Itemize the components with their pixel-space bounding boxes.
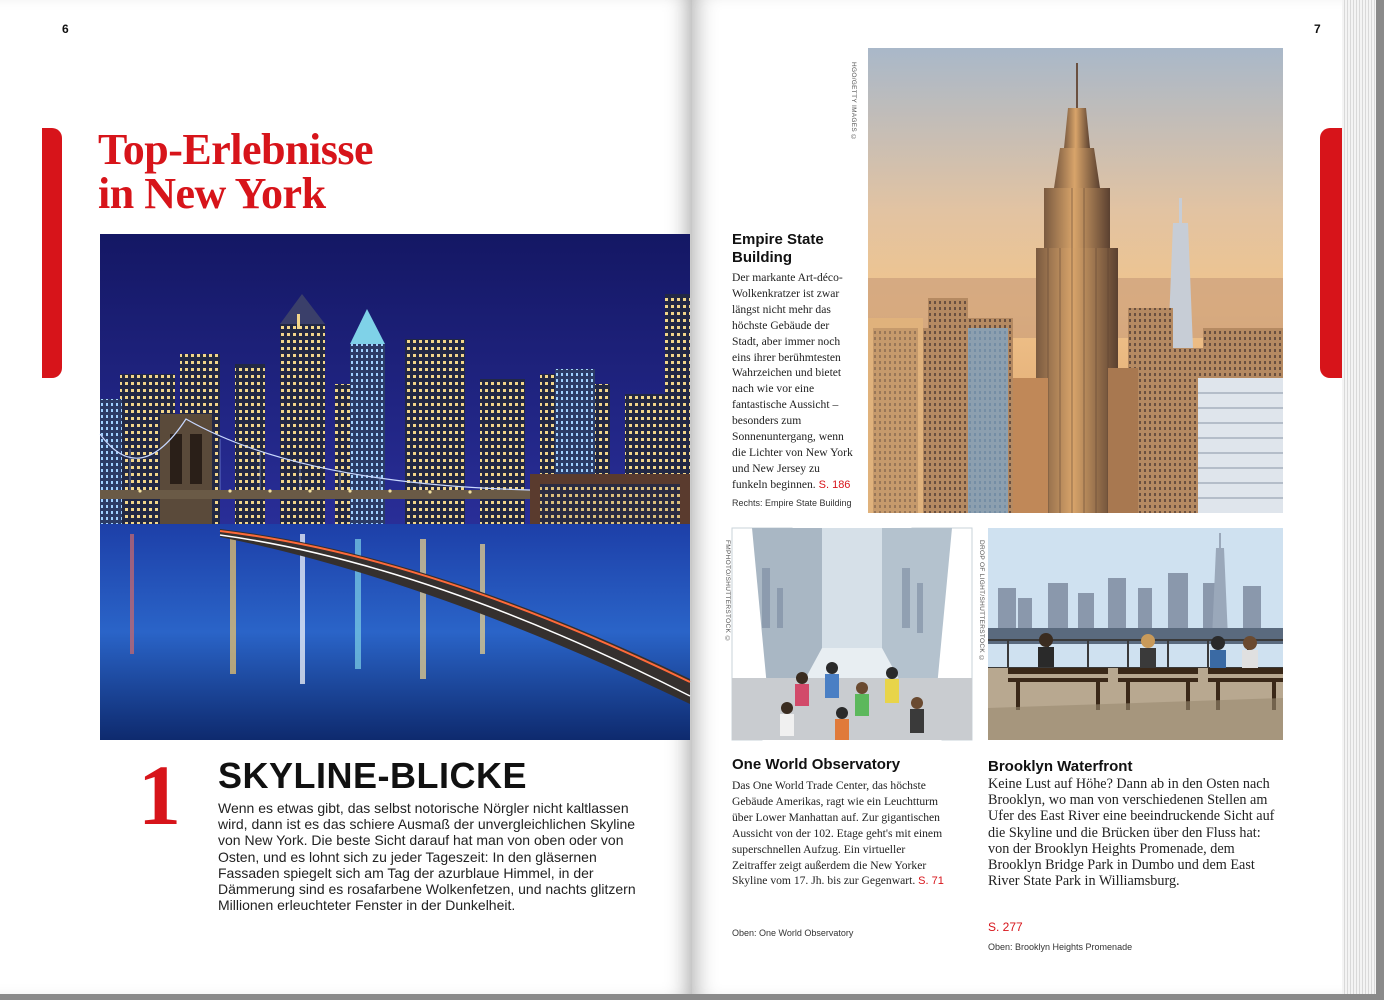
brooklyn-photo — [988, 528, 1283, 740]
chapter-tab-right — [1320, 128, 1342, 378]
title-line-2: in New York — [98, 169, 326, 218]
empire-state-photo — [868, 48, 1283, 513]
observatory-body — [732, 778, 944, 890]
page-number-left: 6 — [62, 22, 69, 36]
observatory-body-text: Das One World Trade Center, das höchste Gebäude Amerikas, ragt wie ein Leuchtturm über Lower Manhattan auf. Zur gigantischen Aussicht von der 102. Etage geht's mit einem superschnellen Aufzug. Ein virtueller Zeitraffer zeigt außerdem die New Yorker Skyline vom 17. Jh. bis zur Gegenwart. — [732, 779, 943, 888]
empire-body-text: Der markante Art-déco-Wolkenkratzer ist zwar längst nicht mehr das höchste Gebäude der Stadt, aber immer noch eins ihrer berühmtesten Wahrzeichen und bietet nach wie vor eine fantastische Aussicht – besonders zum Sonnenuntergang, wenn die Lichter von New York und New Jersey zu funkeln beginnen. — [732, 271, 853, 491]
brooklyn-page-ref: S. 277 — [988, 920, 1023, 934]
title-line-1: Top-Erlebnisse — [98, 125, 374, 174]
photo-credit-empire: HGO/GETTY IMAGES © — [850, 62, 857, 142]
empire-body — [732, 270, 854, 494]
section-heading: SKYLINE-BLICKE — [218, 755, 528, 796]
photo-credit-observatory: FMPHOTO/SHUTTERSTOCK © — [724, 540, 731, 643]
skyline-night-photo — [100, 234, 690, 740]
section-body-text: Wenn es etwas gibt, das selbst notorische Nörgler nicht kaltlassen wird, dann ist es das schiere Ausmaß der unvergleichlichen Skyline von New York. Die beste Sicht darauf hat man von oben oder von Osten, und es lohnt sich zu jeder Tageszeit: In den gläsernen Fassaden spiegelt sich am Tag der azurblaue Himmel, in der Dämmerung sind es rosafarbene Wolkenfetzen, und nachts glitzern Millionen erleuchteter Fenster in der Dunkelheit. — [218, 800, 636, 914]
empire-page-ref: S. 186 — [818, 478, 851, 491]
observatory-photo-caption: Oben: One World Observatory — [732, 928, 854, 938]
observatory-photo — [732, 528, 972, 740]
observatory-heading: One World Observatory — [732, 756, 901, 773]
page-title — [98, 125, 538, 218]
page-stack-edge — [1342, 0, 1384, 994]
chapter-tab-left — [42, 128, 62, 378]
observatory-page-ref: S. 71 — [918, 875, 944, 888]
brooklyn-body-text: Keine Lust auf Höhe? Dann ab in den Osten nach Brooklyn, wo man von verschiedenen Stellen am Ufer des East River eine beeindruckende Sicht auf die Skyline und die Brücken über den Fluss hat: von der Brooklyn Heights Promenade, dem Brooklyn Bridge Park in Dumbo und dem East River State Park in Williamsburg. — [988, 776, 1275, 890]
brooklyn-heading: Brooklyn Waterfront — [988, 758, 1133, 775]
empire-photo-caption: Rechts: Empire State Building — [732, 498, 852, 508]
left-page — [0, 0, 692, 994]
photo-credit-brooklyn: DROP OF LIGHT/SHUTTERSTOCK © — [978, 540, 985, 663]
item-number: 1 — [138, 747, 181, 843]
empire-heading: Empire State Building — [732, 231, 824, 266]
page-number-right: 7 — [1314, 22, 1321, 36]
brooklyn-photo-caption: Oben: Brooklyn Heights Promenade — [988, 942, 1133, 952]
